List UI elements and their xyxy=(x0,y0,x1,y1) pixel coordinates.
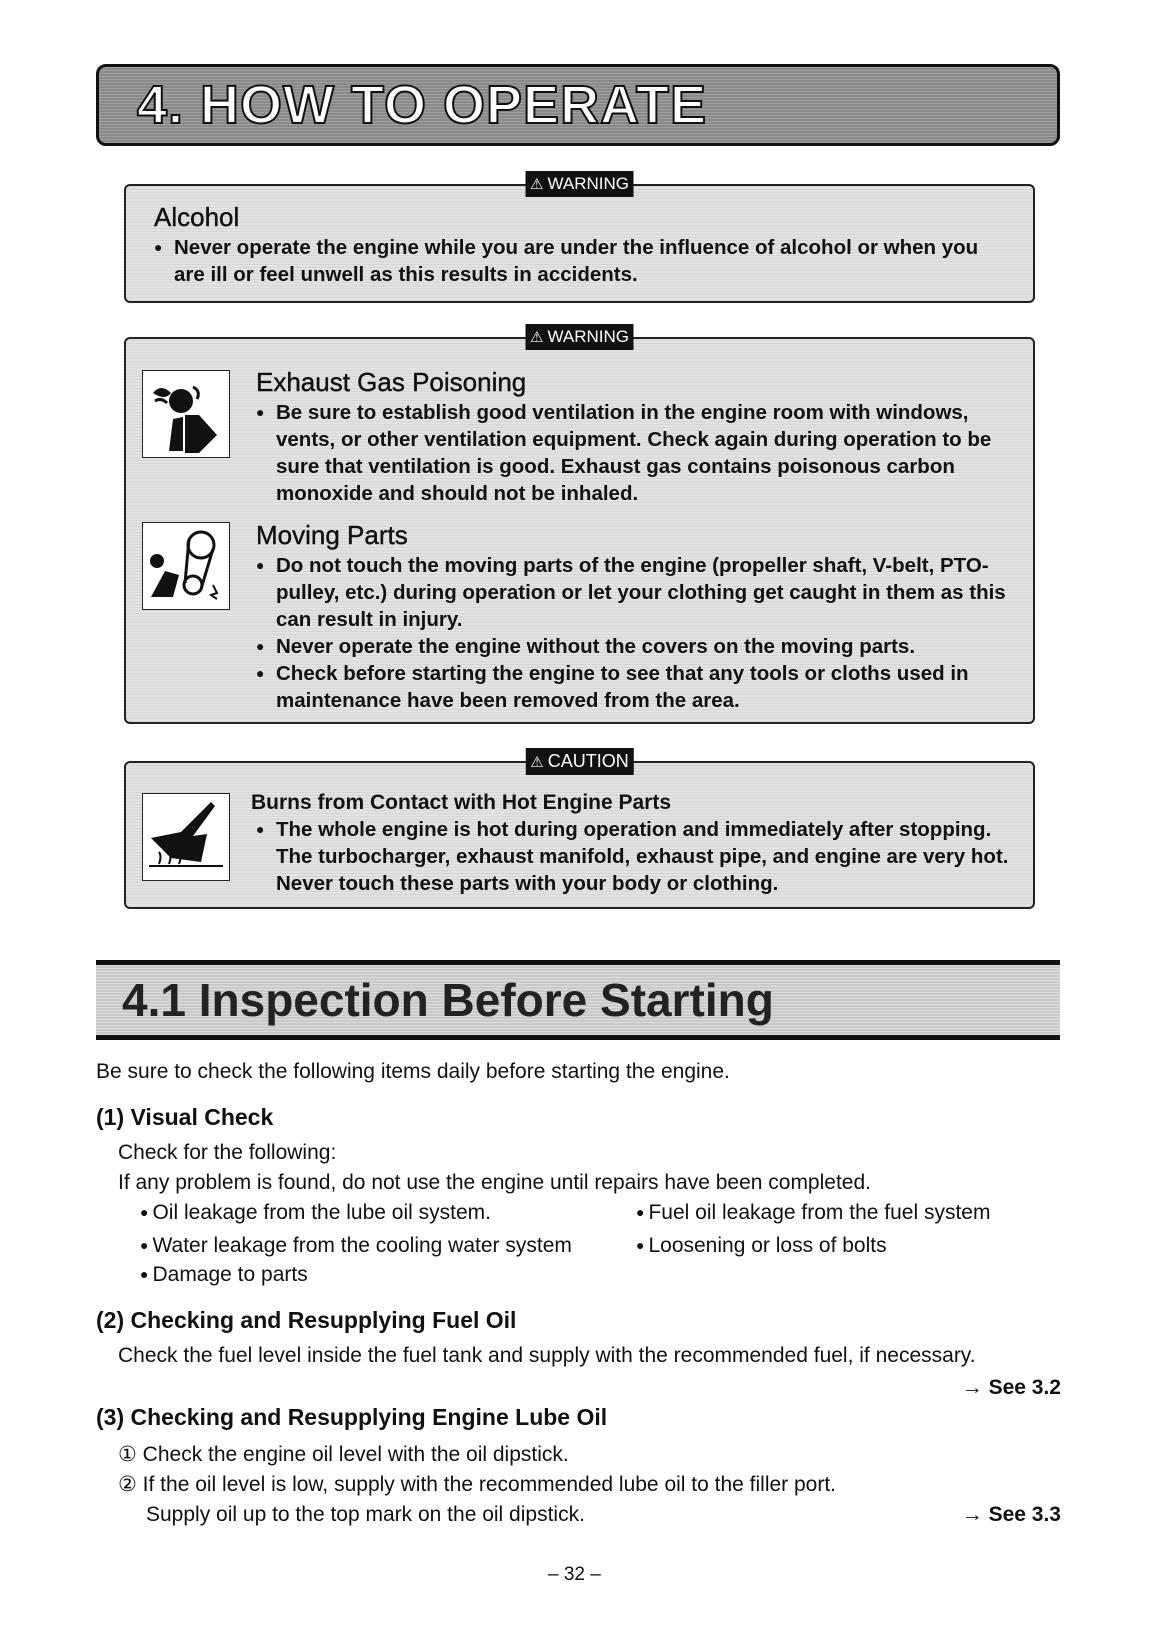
caution-triangle-icon: ⚠ xyxy=(530,754,544,771)
lube-heading: (3) Checking and Resupplying Engine Lube Oil xyxy=(96,1404,608,1430)
moving-parts-bullet-2: ● Never operate the engine without the covers on the moving parts. xyxy=(256,633,1016,660)
visual-check-heading: (1) Visual Check xyxy=(96,1104,274,1130)
section-intro: Be sure to check the following items daily before starting the engine. xyxy=(96,1060,730,1083)
visual-check-item: ● Damage to parts xyxy=(140,1263,308,1286)
page-title-banner xyxy=(96,64,1060,146)
warning-tag: ⚠ WARNING xyxy=(525,324,634,350)
fuel-text: Check the fuel level inside the fuel tank and supply with the recommended fuel, if necessary. xyxy=(118,1344,976,1367)
visual-check-item: ● Water leakage from the cooling water system xyxy=(140,1234,572,1257)
exhaust-bullet: ● Be sure to establish good ventilation in the engine room with windows, vents, or other ventilation equipment. Check again during operation to be sure that ventilation is good. Exhaust gas contains poisonous carbon monoxide and should not be inhaled. xyxy=(256,399,1016,507)
exhaust-heading: Exhaust Gas Poisoning xyxy=(256,367,527,397)
visual-check-item: ● Fuel oil leakage from the fuel system xyxy=(636,1201,991,1224)
moving-parts-heading: Moving Parts xyxy=(256,520,408,550)
section-title: 4.1 Inspection Before Starting xyxy=(122,974,774,1026)
fuel-see-reference[interactable]: → See 3.2 xyxy=(961,1376,1061,1399)
burns-bullet: ● The whole engine is hot during operation and immediately after stopping. The turbocharger, exhaust manifold, exhaust pipe, and engine are very hot. Never touch these parts with your body or clothing. xyxy=(256,816,1016,897)
alcohol-warning-box xyxy=(124,174,1035,303)
hot-surface-icon xyxy=(142,793,230,881)
section-title-banner xyxy=(96,960,1060,1040)
lube-see-reference[interactable]: → See 3.3 xyxy=(961,1503,1061,1526)
visual-check-item: ● Loosening or loss of bolts xyxy=(636,1234,887,1257)
moving-parts-bullet-3: ● Check before starting the engine to see that any tools or cloths used in maintenance have been removed from the area. xyxy=(256,660,1016,714)
warning-triangle-icon: ⚠ xyxy=(530,176,544,193)
visual-check-line-1: Check for the following: xyxy=(118,1141,337,1164)
page-title: 4. HOW TO OPERATE xyxy=(137,75,708,135)
warning-triangle-icon: ⚠ xyxy=(530,329,544,346)
fuel-heading: (2) Checking and Resupplying Fuel Oil xyxy=(96,1307,517,1333)
lube-step-1: ① Check the engine oil level with the oil dipstick. xyxy=(118,1443,569,1466)
alcohol-bullet: ● Never operate the engine while you are under the influence of alcohol or when you are ill or feel unwell as this results in accidents. xyxy=(154,234,1004,288)
moving-parts-bullet-1: ● Do not touch the moving parts of the engine (propeller shaft, V-belt, PTO-pulley, etc.) during operation or let your clothing get caught in them as this can result in injury. xyxy=(256,552,1016,633)
burns-heading: Burns from Contact with Hot Engine Parts xyxy=(251,791,672,814)
warning-tag: ⚠ WARNING xyxy=(525,171,634,197)
lube-step-2: ② If the oil level is low, supply with the recommended lube oil to the filler port. xyxy=(118,1473,837,1496)
lube-step-2-continued: Supply oil up to the top mark on the oil dipstick. xyxy=(146,1503,585,1526)
exhaust-moving-warning-box xyxy=(124,327,1035,724)
exhaust-gas-icon xyxy=(142,370,230,458)
caution-tag: ⚠ CAUTION xyxy=(525,748,633,775)
caution-box xyxy=(124,751,1035,909)
alcohol-heading: Alcohol xyxy=(154,202,240,232)
visual-check-item: ● Oil leakage from the lube oil system. xyxy=(140,1201,491,1224)
page-number: – 32 – xyxy=(548,1564,601,1585)
visual-check-line-2: If any problem is found, do not use the engine until repairs have been completed. xyxy=(118,1171,871,1194)
moving-parts-icon xyxy=(142,522,230,610)
